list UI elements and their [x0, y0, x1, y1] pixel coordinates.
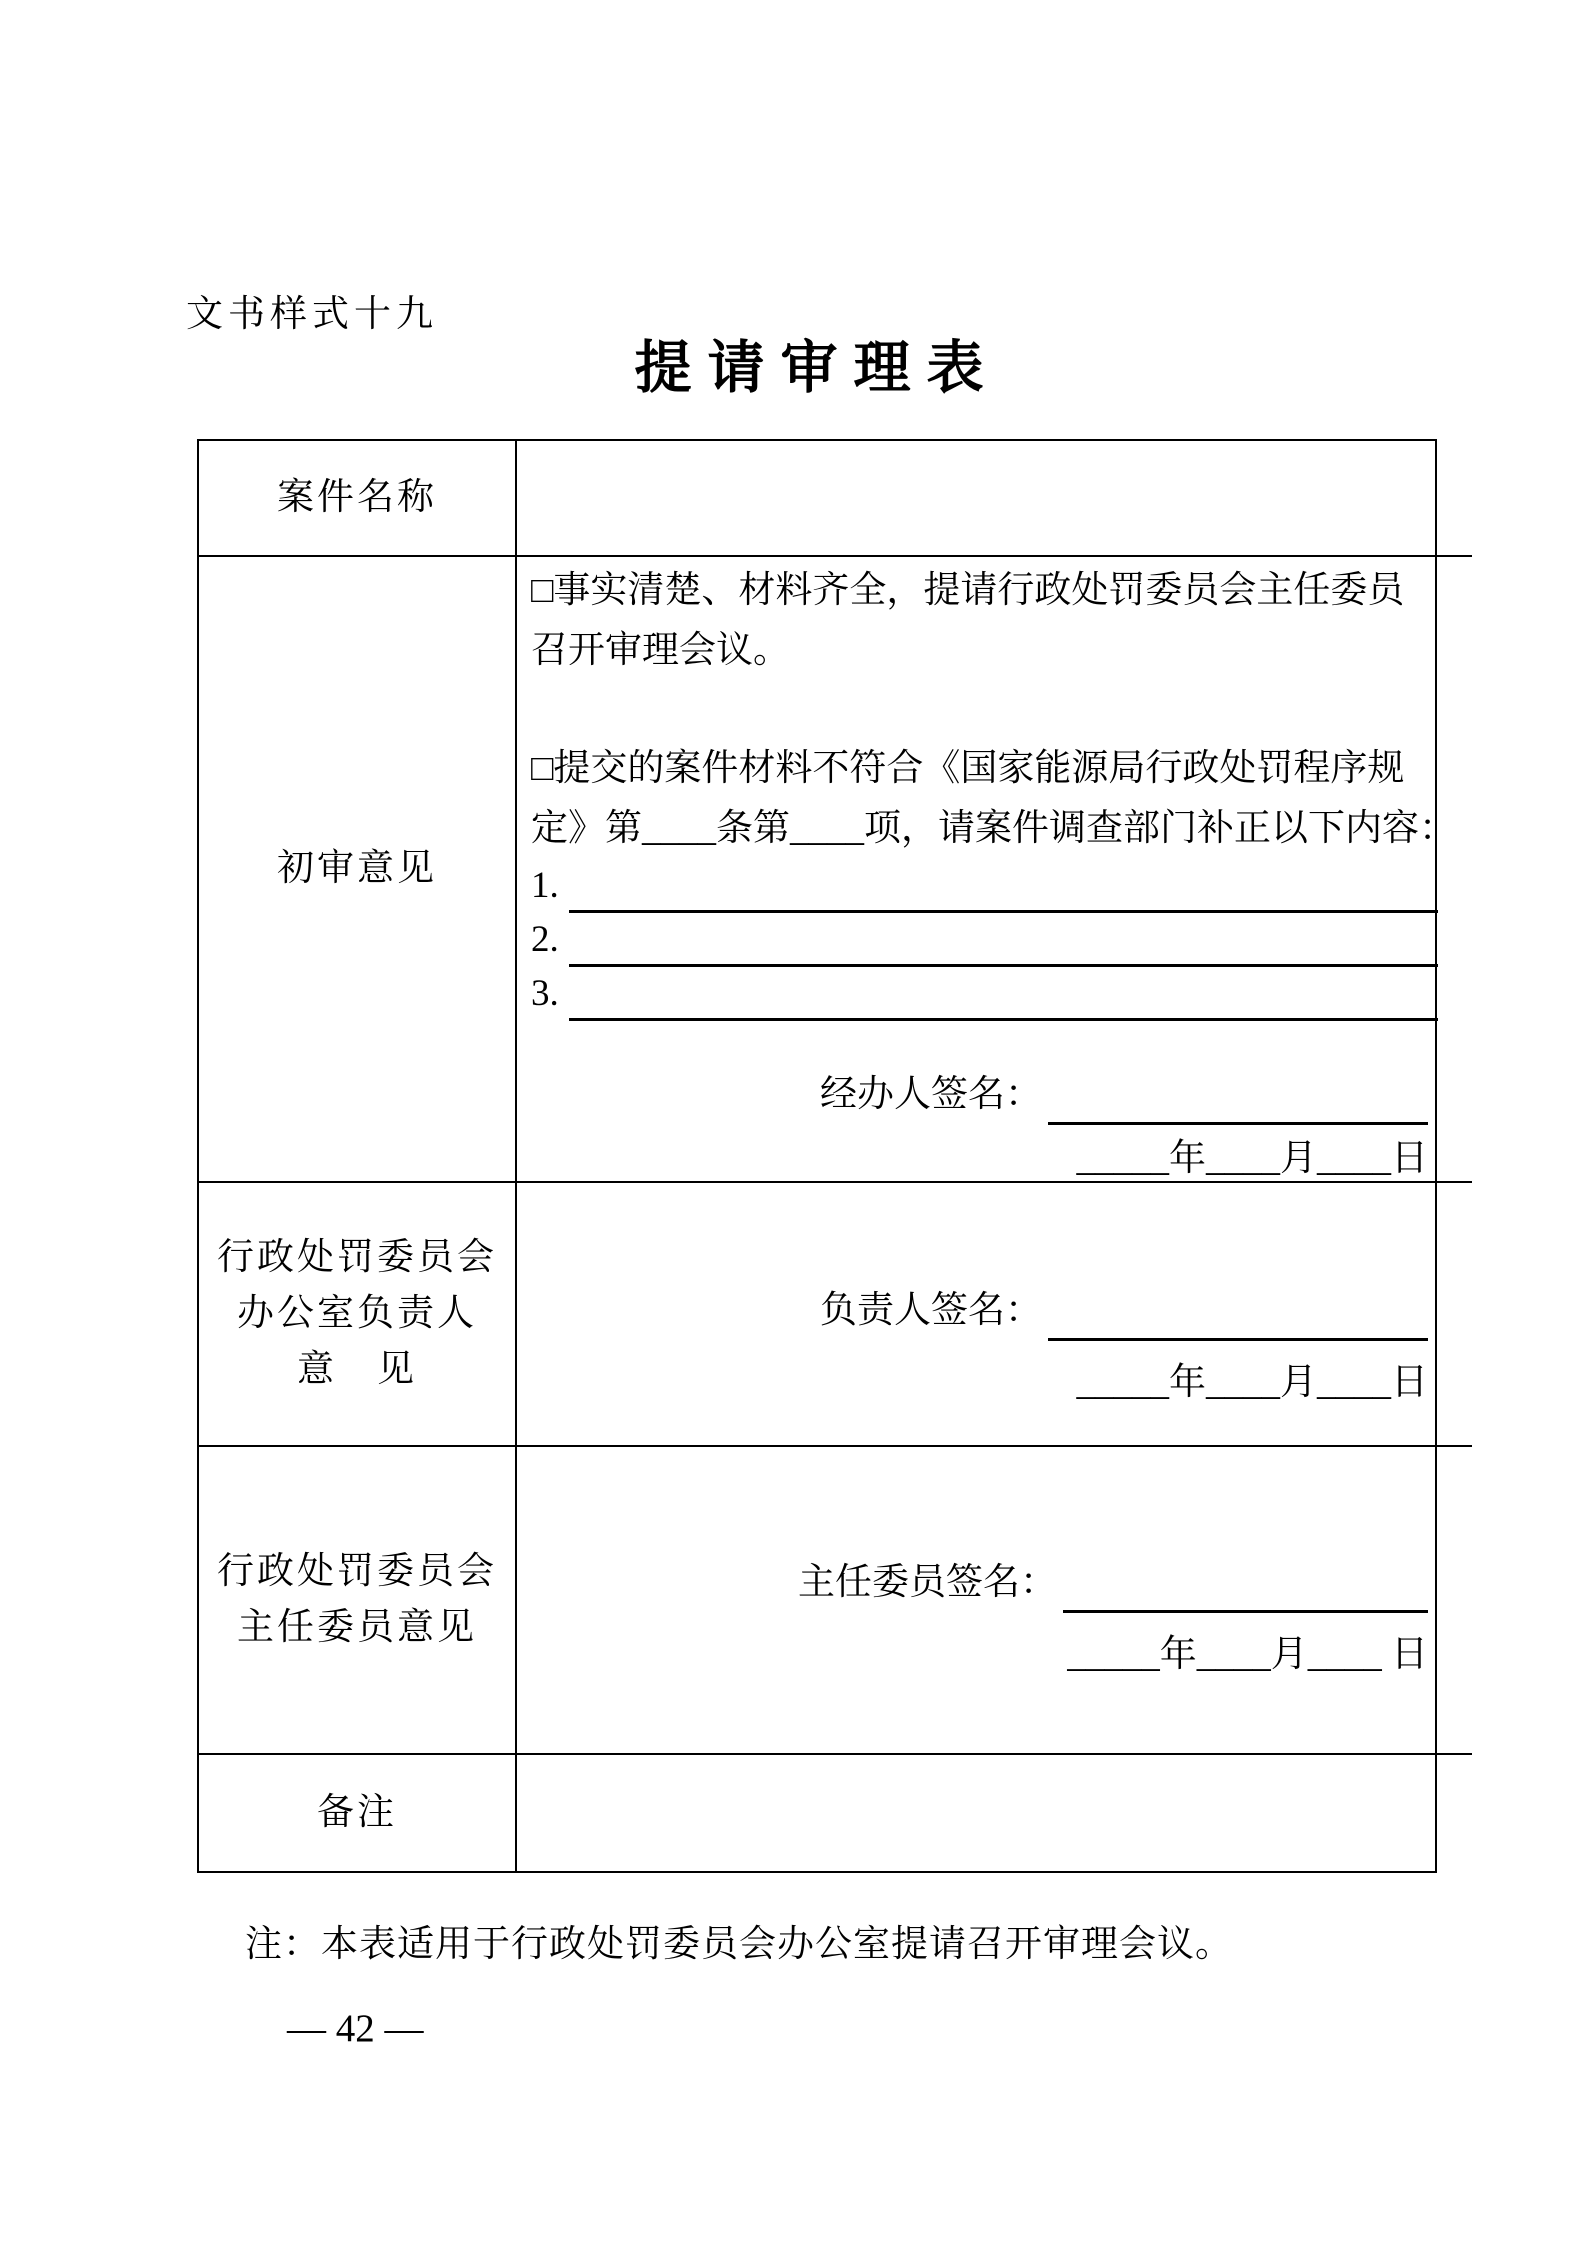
correction-item-row: [531, 913, 1456, 967]
chief-member-content-cell: [517, 1447, 1472, 1755]
remarks-label: 备注: [317, 1792, 397, 1833]
handler-signature-row: [531, 1065, 1428, 1125]
chief-member-label-line2: 主任委员意见: [237, 1607, 477, 1648]
office-head-label-line2: 办公室负责人: [237, 1293, 477, 1334]
correction-item-row: [531, 967, 1456, 1021]
office-head-signature-label: 负责人签名：: [820, 1290, 1042, 1331]
option2-line2: 定》第____条第____项，请案件调查部门补正以下内容：: [531, 808, 1456, 849]
option1-checkbox[interactable]: □: [531, 570, 554, 611]
chief-member-signature-row: [531, 1553, 1428, 1613]
option2-line1: [531, 739, 1456, 799]
case-name-value-cell[interactable]: [517, 441, 1472, 557]
option2-checkbox[interactable]: □: [531, 748, 554, 789]
option1-line2: 召开审理会议。: [531, 630, 790, 671]
remarks-label-cell: [199, 1755, 517, 1871]
preliminary-review-label-cell: [199, 557, 517, 1183]
footnote: 注：本表适用于行政处罚委员会办公室提请召开审理会议。: [245, 1924, 1233, 1965]
chief-member-date-line[interactable]: _____年____月____ 日: [1067, 1634, 1428, 1675]
chief-member-signature-label: 主任委员签名：: [798, 1562, 1057, 1603]
correction-item-blank-1[interactable]: [569, 864, 1438, 913]
doc-style-label: 文书样式十九: [186, 294, 438, 335]
correction-item-number: 1.: [531, 865, 559, 906]
review-request-table: [197, 439, 1456, 1873]
chief-member-label-cell: [199, 1447, 517, 1755]
correction-item-blank-3[interactable]: [569, 972, 1438, 1021]
handler-date-line[interactable]: _____年____月____日: [1076, 1138, 1428, 1179]
handler-signature-label: 经办人签名：: [820, 1074, 1042, 1115]
option2-text1: 提交的案件材料不符合《国家能源局行政处罚程序规: [553, 748, 1405, 789]
correction-item-blank-2[interactable]: [569, 918, 1438, 967]
preliminary-review-content-cell: [517, 557, 1472, 1183]
case-name-label-cell: [199, 441, 517, 557]
office-head-content-cell: [517, 1183, 1472, 1447]
chief-member-signature-blank[interactable]: [1063, 1560, 1428, 1613]
remarks-value-cell[interactable]: [517, 1755, 1472, 1871]
office-head-label-line1: 行政处罚委员会: [217, 1237, 497, 1278]
office-head-signature-row: [531, 1281, 1428, 1341]
preliminary-review-label: 初审意见: [277, 848, 437, 889]
correction-item-number: 2.: [531, 919, 559, 960]
correction-item-row: [531, 859, 1456, 913]
correction-item-number: 3.: [531, 973, 559, 1014]
option1-text1: 事实清楚、材料齐全，提请行政处罚委员会主任委员: [553, 570, 1405, 611]
office-head-label-line3: 意 见: [297, 1349, 417, 1390]
office-head-signature-blank[interactable]: [1048, 1288, 1428, 1341]
option1-line1: [531, 561, 1456, 621]
office-head-label-cell: [199, 1183, 517, 1447]
page-number: — 42 —: [287, 2007, 424, 2050]
office-head-date-line[interactable]: _____年____月____日: [1076, 1362, 1428, 1403]
handler-signature-blank[interactable]: [1048, 1072, 1428, 1125]
form-title: 提请审理表: [634, 337, 1000, 400]
case-name-label: 案件名称: [277, 477, 437, 518]
chief-member-label-line1: 行政处罚委员会: [217, 1551, 497, 1592]
